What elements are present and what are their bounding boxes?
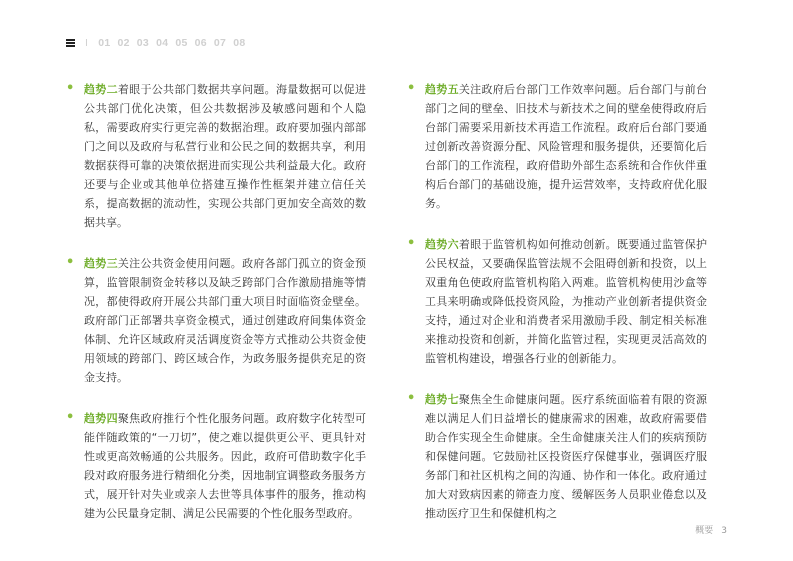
chapter-link-06[interactable]: 06 <box>194 37 207 49</box>
trend-text: 聚焦政府推行个性化服务问题。政府数字化转型可能伴随政策的“一刀切”，使之难以提供更公平、更具针对性或更高效畅通的公共服务。因此，政府可借助数字化手段对政府服务进行精细化分类，因地制宜调整政务服务方式，展开针对失业或亲人去世等具体事件的服务，推动构建为公民量身定制、满足公民需要的个性化服务型政府。 <box>84 412 366 520</box>
trend-paragraph <box>425 80 707 213</box>
chapter-link-02[interactable]: 02 <box>117 37 130 49</box>
chapter-link-03[interactable]: 03 <box>136 37 150 49</box>
trend-label: 趋势五 <box>425 83 459 96</box>
trend-text: 聚焦全生命健康问题。医疗系统面临着有限的资源难以满足人们日益增长的健康需求的困难，故政府需要借助合作实现全生命健康。全生命健康关注人们的疾病预防和保健问题。它鼓励社区投资医疗保健事业，强调医疗服务部门和社区机构之间的沟通、协作和一体化。政府通过加大对致病因素的筛查力度、缓解医务人员职业倦怠以及推动医疗卫生和保健机构之 <box>425 393 707 520</box>
trend-text: 关注公共资金使用问题。政府各部门孤立的资金预算，监管限制资金转移以及缺乏跨部门合作激励措施等情况，都使得政府开展公共部门重大项目时面临资金壁垒。政府部门正部署共享资金模式，通过创建政府间集体资金体制、允许区域政府灵活调度资金等方式推动公共资金使用领域的跨部门、跨区域合作，为政务服务提供充足的资金支持。 <box>84 257 366 384</box>
chapter-link-05[interactable]: 05 <box>175 37 188 49</box>
bullet-icon: • <box>407 391 416 406</box>
chapter-link-07[interactable]: 07 <box>213 37 227 49</box>
trend-item <box>407 235 707 368</box>
trend-text: 着眼于公共部门数据共享问题。海量数据可以促进公共部门优化决策，但公共数据涉及敏感问题和个人隐私，需要政府实行更完善的数据治理。政府要加强内部部门之间以及政府与私营行业和公民之间的数据共享，利用数据获得可靠的决策依据进而实现公共利益最大化。政府还要与企业或其他单位搭建互操作性框架并建立信任关系，提高数据的流动性，实现公共部门更加安全高效的数据共享。 <box>84 83 366 229</box>
trend-paragraph <box>84 409 366 523</box>
nav-separator: I <box>85 37 89 49</box>
chapter-link-08[interactable]: 08 <box>233 37 246 49</box>
trend-label: 趋势三 <box>84 257 118 270</box>
chapter-link-01[interactable]: 01 <box>98 37 111 49</box>
trend-item <box>66 409 366 523</box>
trend-label: 趋势七 <box>425 393 459 406</box>
trend-text: 着眼于监管机构如何推动创新。既要通过监管保护公民权益，又要确保监管法规不会阻碍创新和投资，以上双重角色使政府监管机构陷入两难。监管机构使用沙盒等工具来明确或降低投资风险，为推动产业创新者提供资金支持，通过对企业和消费者采用激励手段、制定相关标准来推动投资和创新，并简化监管过程，实现更灵活高效的监管机构建设，增强各行业的创新能力。 <box>425 238 707 365</box>
trend-item <box>407 390 707 523</box>
trend-label: 趋势二 <box>84 83 118 96</box>
chapter-link-04[interactable]: 04 <box>156 37 169 49</box>
chapter-nav <box>66 37 252 49</box>
bullet-icon: • <box>66 255 75 270</box>
page-footer <box>695 523 727 536</box>
right-column <box>407 80 707 545</box>
left-column <box>66 80 366 545</box>
trend-paragraph <box>84 254 366 387</box>
trend-item <box>66 254 366 387</box>
section-name: 概要 <box>695 526 714 536</box>
trend-label: 趋势四 <box>84 412 118 425</box>
trend-paragraph <box>84 80 366 232</box>
bullet-icon: • <box>407 81 416 96</box>
trend-label: 趋势六 <box>425 238 459 251</box>
bullet-icon: • <box>66 410 75 425</box>
trend-item <box>407 80 707 213</box>
page-number: 3 <box>721 526 727 536</box>
bullet-icon: • <box>407 236 416 251</box>
bullet-icon: • <box>66 81 75 96</box>
trend-paragraph <box>425 390 707 523</box>
trend-text: 关注政府后台部门工作效率问题。后台部门与前台部门之间的壁垒、旧技术与新技术之间的壁垒使得政府后台部门需要采用新技术再造工作流程。政府后台部门要通过创新改善资源分配、风险管理和服务提供，还要简化后台部门的工作流程，政府借助外部生态系统和合作伙伴重构后台部门的基础设施，提升运营效率，支持政府优化服务。 <box>425 83 707 210</box>
menu-icon[interactable] <box>66 39 75 47</box>
trend-item <box>66 80 366 232</box>
trend-paragraph <box>425 235 707 368</box>
